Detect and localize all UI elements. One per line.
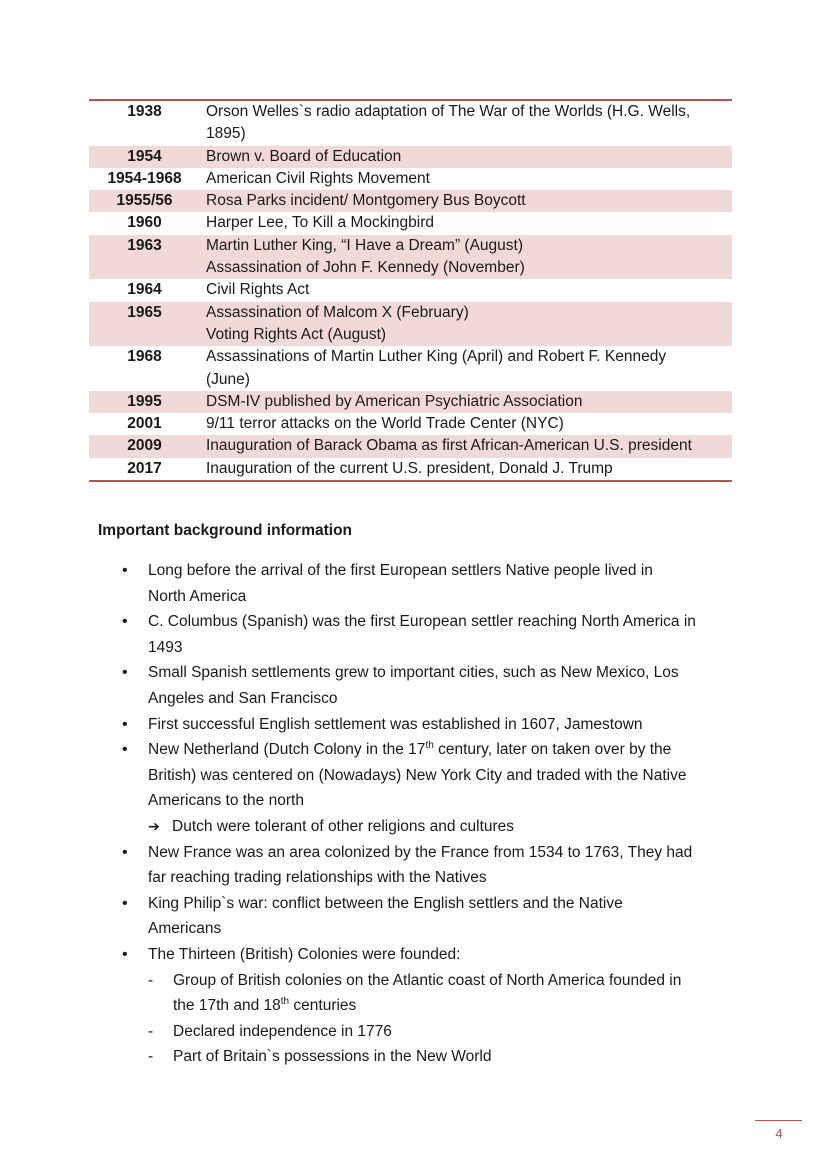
timeline-row <box>89 435 732 457</box>
sub-item-text <box>173 993 738 1019</box>
timeline-event-text: Assassinations of Martin Luther King (April) and Robert F. Kennedy <box>206 348 667 366</box>
timeline-event-text: Voting Rights Act (August) <box>206 325 387 343</box>
timeline-event <box>198 391 732 413</box>
bullet-item <box>98 737 738 814</box>
timeline-event <box>198 212 732 234</box>
footer-divider <box>755 1120 802 1121</box>
timeline-row <box>89 279 732 301</box>
bullet-text: • Small Spanish settlements grew to important cities, such as New Mexico, Los <box>148 664 679 682</box>
timeline-event <box>198 346 732 391</box>
timeline-table <box>89 99 732 482</box>
timeline-event <box>198 413 732 435</box>
timeline-row <box>89 212 732 234</box>
superscript: th <box>425 740 434 751</box>
bullet-text: Americans <box>148 920 222 938</box>
sub-item <box>98 1019 738 1045</box>
bullet-text: Angeles and San Francisco <box>148 689 338 707</box>
arrow-note-text: Dutch were tolerant of other religions and cultures <box>172 817 515 835</box>
bullet-text: Americans to the north <box>148 792 304 810</box>
sub-item-text: - Declared independence in 1776 <box>173 1022 392 1040</box>
timeline-row <box>89 101 732 146</box>
timeline-event <box>198 235 732 280</box>
timeline-row <box>89 190 732 212</box>
timeline-event-text: Brown v. Board of Education <box>206 147 402 165</box>
timeline-event <box>198 146 732 168</box>
timeline-row <box>89 235 732 280</box>
timeline-year: 1965 <box>127 303 162 321</box>
timeline-row <box>89 413 732 435</box>
timeline-event-text: Rosa Parks incident/ Montgomery Bus Boycott <box>206 192 526 210</box>
timeline-year: 2017 <box>127 459 162 477</box>
section-heading: Important background information <box>98 522 353 539</box>
bullet-item <box>98 891 738 942</box>
timeline-event-text: Inauguration of the current U.S. president, Donald J. Trump <box>206 459 613 477</box>
bullet-text: • C. Columbus (Spanish) was the first European settler reaching North America in <box>148 613 696 631</box>
sub-item-text: - Group of British colonies on the Atlantic coast of North America founded in <box>173 971 682 989</box>
bullet-item <box>98 840 738 891</box>
superscript: th <box>280 995 290 1007</box>
timeline-event-text: Civil Rights Act <box>206 281 310 299</box>
timeline-event-text: American Civil Rights Movement <box>206 169 430 187</box>
bullet-item <box>98 942 738 968</box>
timeline-year: 1938 <box>127 103 162 120</box>
timeline-event-text: (June) <box>206 370 250 388</box>
timeline-row <box>89 168 732 190</box>
sub-item-text-part: centuries <box>289 997 357 1015</box>
timeline-year: 1964 <box>127 281 162 299</box>
timeline-row <box>89 346 732 391</box>
arrow-right-icon: ➔ <box>148 817 160 834</box>
timeline-year: 1955/56 <box>116 192 173 210</box>
timeline-year: 2009 <box>127 437 162 455</box>
sub-item <box>98 1044 738 1070</box>
bullet-text-part: century, later on taken over by the <box>433 741 672 759</box>
timeline-event <box>198 190 732 212</box>
bullet-text: • First successful English settlement was established in 1607, Jamestown <box>148 715 643 733</box>
timeline-year: 1954-1968 <box>107 169 182 187</box>
timeline-event-text: Inauguration of Barack Obama as first African-American U.S. president <box>206 437 692 455</box>
timeline-event <box>198 101 732 146</box>
timeline-event-text: 1895) <box>206 125 246 143</box>
bullet-text-part: New Netherland (Dutch Colony in the 17 <box>148 741 426 759</box>
bullet-text: British) was centered on (Nowadays) New York City and traded with the Native <box>148 766 687 784</box>
sub-item-text-part: the 17th and 18 <box>173 997 281 1015</box>
page-number: 4 <box>775 1126 783 1141</box>
bullet-text: North America <box>148 587 247 605</box>
arrow-note <box>98 814 738 840</box>
timeline-row <box>89 458 732 480</box>
timeline-event-text: Assassination of John F. Kennedy (November) <box>206 259 525 277</box>
timeline-year: 2001 <box>127 415 162 433</box>
bullet-item <box>98 660 738 711</box>
timeline-event <box>198 435 732 457</box>
bullet-item <box>98 609 738 660</box>
bullet-text: far reaching trading relationships with the Natives <box>148 869 487 887</box>
bullet-item <box>98 712 738 738</box>
background-bullet-list <box>98 558 738 1070</box>
sub-item-text: - Part of Britain`s possessions in the New World <box>173 1048 492 1066</box>
timeline-row <box>89 302 732 347</box>
bullet-text <box>148 737 738 763</box>
timeline-event <box>198 279 732 301</box>
timeline-event-text: Assassination of Malcom X (February) <box>206 303 469 321</box>
timeline-event-text: Martin Luther King, “I Have a Dream” (August) <box>206 236 524 254</box>
timeline-event <box>198 302 732 347</box>
timeline-event-text: Orson Welles`s radio adaptation of The War of the Worlds (H.G. Wells, <box>206 103 691 120</box>
timeline-year: 1995 <box>127 392 162 410</box>
bullet-text: • The Thirteen (British) Colonies were founded: <box>148 945 461 963</box>
timeline-year: 1968 <box>127 348 162 366</box>
timeline-event-text: Harper Lee, To Kill a Mockingbird <box>206 214 435 232</box>
timeline-event <box>198 168 732 190</box>
bullet-text: 1493 <box>148 638 183 656</box>
timeline-year: 1960 <box>127 214 162 232</box>
sub-item <box>98 968 738 1019</box>
timeline-year: 1954 <box>127 147 162 165</box>
timeline-event-text: 9/11 terror attacks on the World Trade Center (NYC) <box>206 415 564 433</box>
timeline-event-text: DSM-IV published by American Psychiatric Association <box>206 392 583 410</box>
bullet-text: • Long before the arrival of the first European settlers Native people lived in <box>148 562 653 579</box>
bullet-text: • King Philip`s war: conflict between the English settlers and the Native <box>148 894 623 912</box>
timeline-year: 1963 <box>127 236 162 254</box>
bullet-item <box>98 558 738 609</box>
bullet-text: • New France was an area colonized by the France from 1534 to 1763, They had <box>148 843 693 861</box>
timeline-row <box>89 391 732 413</box>
timeline-event <box>198 458 732 480</box>
timeline-row <box>89 146 732 168</box>
